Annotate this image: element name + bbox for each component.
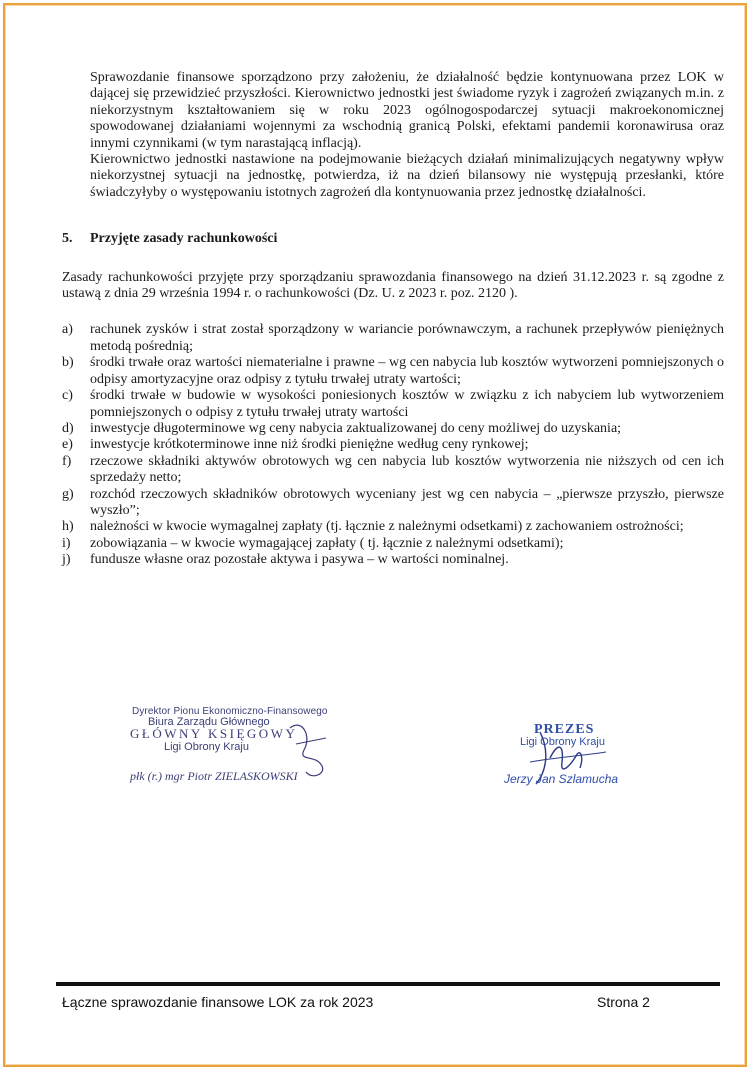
list-marker: d) — [62, 420, 74, 436]
list-item-text: rachunek zysków i strat został sporządzony w wariancie porównawczym, a rachunek przepływów pieniężnych metodą pośrednią; — [90, 322, 724, 354]
list-item — [62, 388, 724, 421]
list-marker: i) — [62, 535, 71, 551]
list-marker: b) — [62, 355, 74, 371]
list-item — [62, 322, 724, 355]
stamp-line: GŁÓWNY KSIĘGOWY — [130, 726, 298, 741]
list-item-text: rzeczowe składniki aktywów obrotowych wg cen nabycia lub kosztów wytworzenia nie niższych od cen ich sprzedaży netto; — [90, 453, 724, 486]
stamp-line: Dyrektor Pionu Ekonomiczno-Finansowego — [132, 706, 328, 717]
president-stamp — [500, 722, 680, 786]
list-marker: h) — [62, 519, 74, 535]
list-marker: a) — [62, 322, 73, 338]
list-item-text: inwestycje krótkoterminowe inne niż środki pieniężne według ceny rynkowej; — [90, 437, 529, 453]
management-paragraph: Kierownictwo jednostki nastawione na podejmowanie bieżących działań minimalizujących negatywny wpływ niekorzystnej sytuacji na jednostkę, potwierdza, iż na dzień bilansowy nie występują przesłanki, które świadczyłyby o występowaniu istotnych zagrożeń dla kontynuowania przez jednostkę działalności. — [90, 152, 724, 200]
signatory-name-left: płk (r.) mgr Piotr ZIELASKOWSKI — [130, 769, 298, 783]
list-marker: f) — [62, 453, 72, 469]
list-marker: j) — [62, 552, 71, 568]
list-item — [62, 421, 724, 437]
page-number: Strona 2 — [597, 994, 650, 1010]
signatory-name-right: Jerzy Jan Szlamucha — [504, 772, 619, 786]
section-number: 5. — [62, 231, 73, 247]
list-item-text: środki trwałe w budowie w wysokości poniesionych kosztów w związku z ich nabyciem lub wytworzeniem pomniejszonych o odpisy z tytułu trwałej utraty wartości — [90, 388, 724, 420]
list-item-text: zobowiązania – w kwocie wymagającej zapłaty ( tj. łącznie z należnymi odsetkami); — [90, 535, 564, 551]
list-item-text: inwestycje długoterminowe wg ceny nabycia zaktualizowanej do ceny możliwej do uzyskania; — [90, 420, 622, 436]
list-marker: g) — [62, 486, 74, 502]
list-item-text: należności w kwocie wymagalnej zapłaty (tj. łącznie z należnymi odsetkami) z zachowaniem ostrożności; — [90, 519, 684, 535]
list-item-text: środki trwałe oraz wartości niematerialne i prawne – wg cen nabycia lub kosztów wytworzeni pomniejszonych o odpisy amortyzacyjne oraz odpisy z tytułu trwałej utraty wartości; — [90, 355, 724, 387]
list-item-text: fundusze własne oraz pozostałe aktywa i pasywa – w wartości nominalnej. — [90, 552, 509, 568]
stamp-line: Ligi Obrony Kraju — [164, 741, 249, 753]
list-item — [62, 355, 724, 388]
list-item — [62, 487, 724, 520]
section-intro: Zasady rachunkowości przyjęte przy sporządzaniu sprawozdania finansowego na dzień 31.12.2023 r. są zgodne z ustawą z dnia 29 września 1994 r. o rachunkowości (Dz. U. z 2023 r. poz. 2120 ). — [62, 269, 724, 302]
chief-accountant-stamp — [112, 706, 342, 784]
list-item — [62, 519, 724, 535]
list-item — [62, 552, 724, 568]
section-title: Przyjęte zasady rachunkowości — [90, 231, 278, 247]
list-item — [62, 454, 724, 487]
list-marker: c) — [62, 388, 73, 404]
footer-document-title: Łączne sprawozdanie finansowe LOK za rok 2023 — [62, 994, 374, 1010]
list-marker: e) — [62, 437, 73, 453]
document-body — [62, 70, 724, 569]
footer-divider — [56, 982, 720, 986]
stamp-line: Biura Zarządu Głównego — [148, 716, 270, 728]
accounting-rules-list — [62, 322, 724, 568]
list-item — [62, 536, 724, 552]
going-concern-paragraph: Sprawozdanie finansowe sporządzono przy założeniu, że działalność będzie kontynuowana przez LOK w dającej się przewidzieć przyszłości. Kierownictwo jednostki jest świadome ryzyk i zagrożeń związanych m.in. z niekorzystnym kształtowaniem się w roku 2023 ogólnogospodarczej sytuacji makroekonomicznej spowodowanej działaniami wojennymi za wschodnią granicą Polski, efektami pandemii koronawirusa oraz innymi czynnikami (w tym narastającą inflacją). — [90, 70, 724, 151]
stamp-org: Ligi Obrony Kraju — [520, 736, 605, 748]
handwritten-signature-left — [282, 714, 342, 784]
section-heading — [62, 231, 724, 247]
stamp-title: PREZES — [534, 722, 595, 737]
handwritten-signature-right — [510, 722, 630, 792]
list-item — [62, 437, 724, 453]
list-item-text: rozchód rzeczowych składników obrotowych wyceniany jest wg cen nabycia – „pierwsze przyszło, pierwsze wyszło”; — [90, 486, 724, 518]
